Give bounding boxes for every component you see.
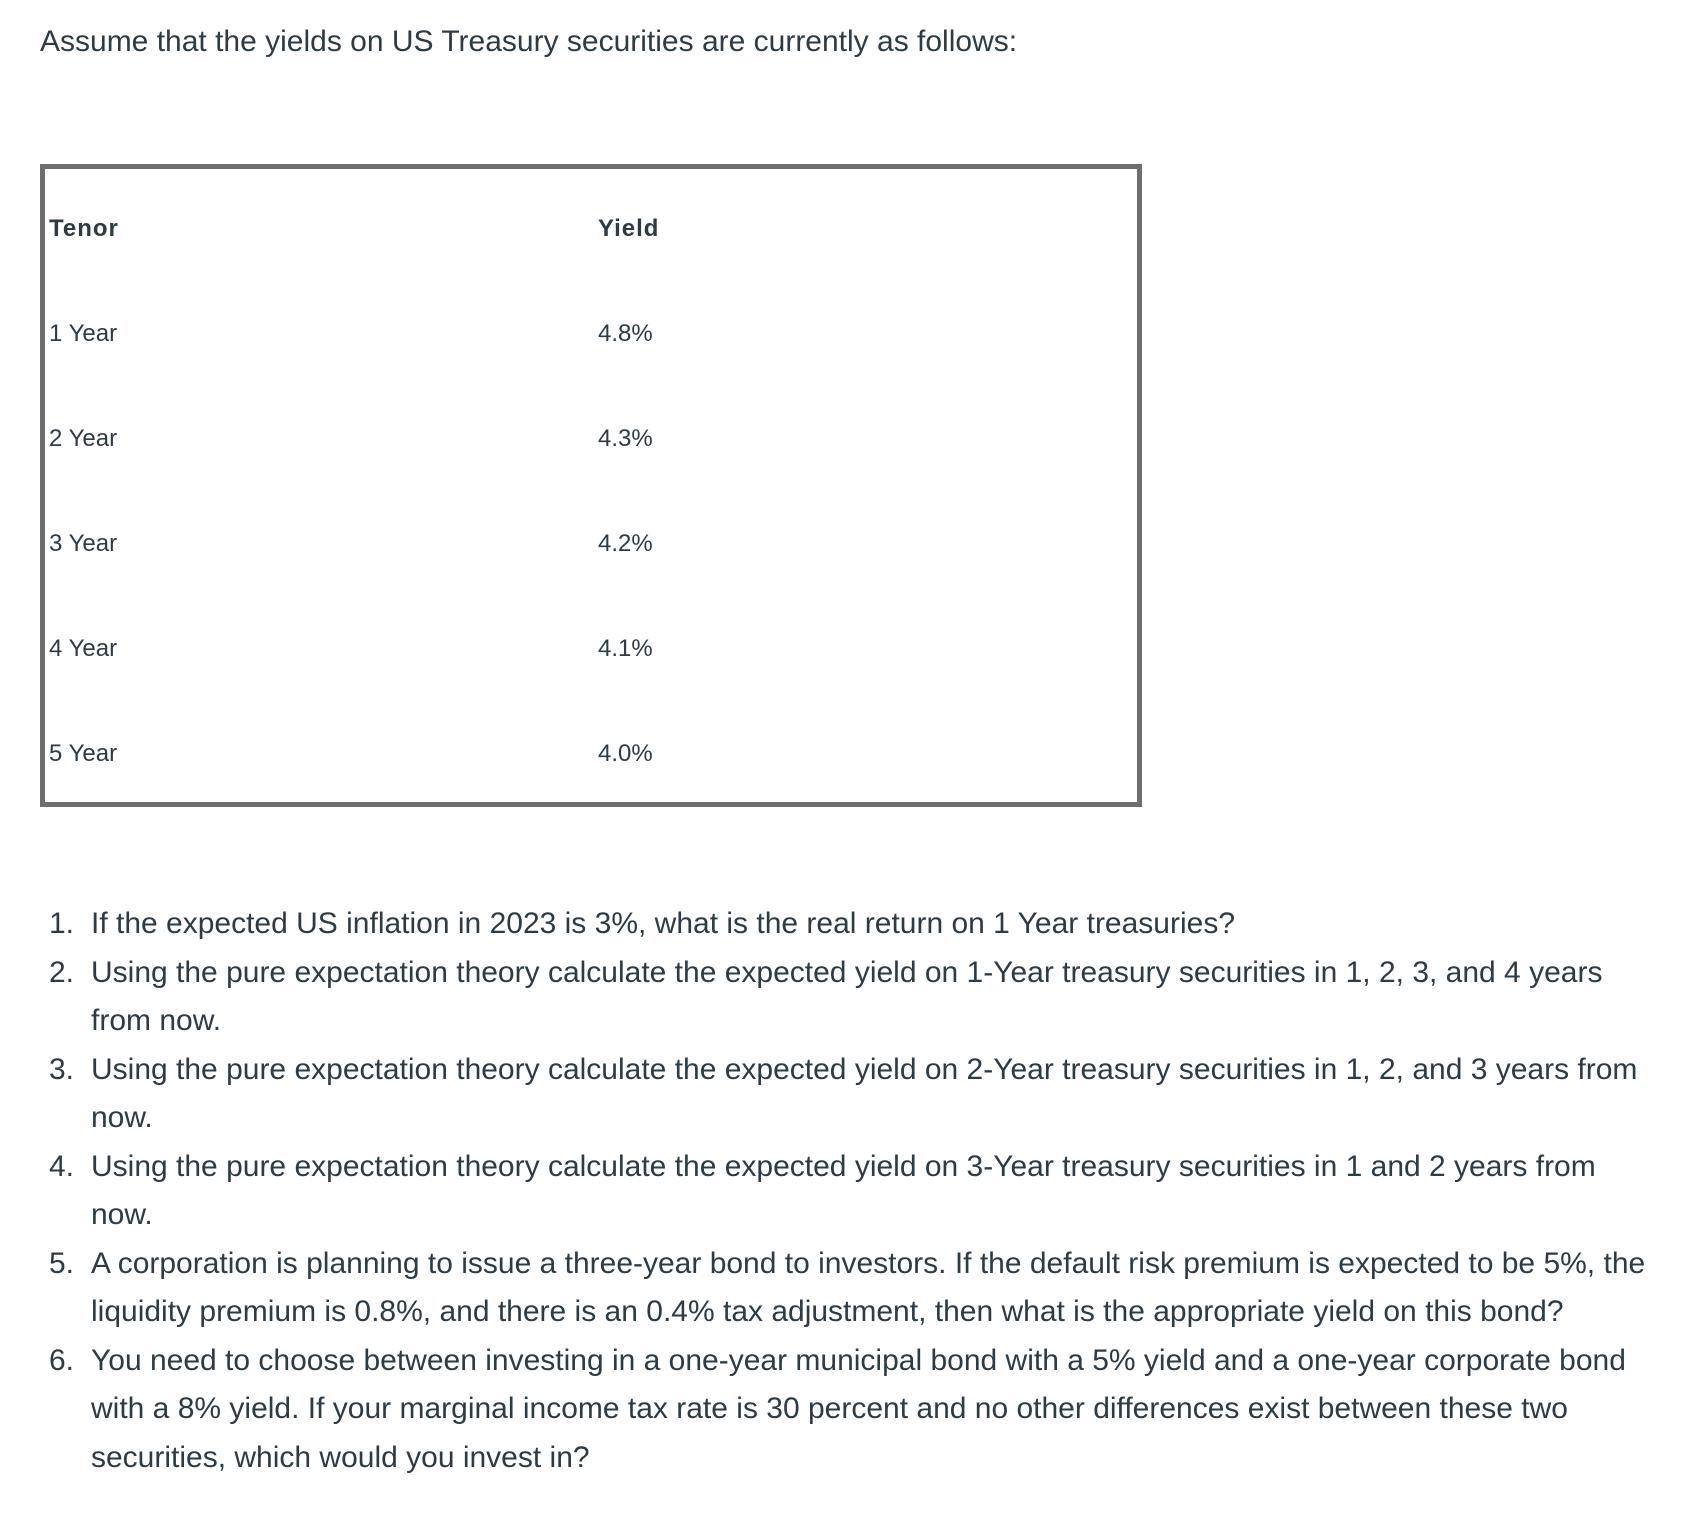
question-number: 6. (48, 1343, 74, 1377)
table-row (45, 419, 1137, 459)
header-tenor: Tenor (49, 215, 119, 242)
intro-text: Assume that the yields on US Treasury securities are currently as follows: (40, 25, 1018, 58)
list-item (0, 1240, 1687, 1337)
tenor-cell: 2 Year (49, 425, 118, 452)
yield-cell: 4.3% (598, 425, 653, 452)
question-text: Using the pure expectation theory calculate the expected yield on 1-Year treasury securities in 1, 2, 3, and 4 years from now. (91, 955, 1603, 1037)
question-text: You need to choose between investing in a one-year municipal bond with a 5% yield and a one-year corporate bond with a 8% yield. If your marginal income tax rate is 30 percent and no other differences exist between these two securities, which would you invest in? (91, 1343, 1626, 1474)
yield-cell: 4.8% (598, 320, 653, 347)
table-header-row (45, 209, 1137, 249)
table-row (45, 314, 1137, 354)
list-item (0, 1337, 1687, 1483)
list-item (0, 900, 1687, 949)
tenor-cell: 5 Year (49, 740, 118, 767)
yield-cell: 4.0% (598, 740, 653, 767)
question-number: 1. (48, 907, 74, 940)
yield-cell: 4.2% (598, 530, 653, 557)
table-row (45, 629, 1137, 669)
tenor-cell: 1 Year (49, 320, 118, 347)
question-number: 5. (48, 1246, 74, 1280)
yield-table (40, 164, 1142, 807)
header-yield: Yield (598, 215, 660, 242)
question-text: A corporation is planning to issue a three-year bond to investors. If the default risk premium is expected to be 5%, the liquidity premium is 0.8%, and there is an 0.4% tax adjustment, then what is the appropriate yield on this bond? (91, 1246, 1646, 1328)
question-text: Using the pure expectation theory calculate the expected yield on 3-Year treasury securities in 1 and 2 years from now. (91, 1149, 1596, 1231)
table-row (45, 734, 1137, 774)
question-text: If the expected US inflation in 2023 is 3%, what is the real return on 1 Year treasuries? (91, 907, 1236, 940)
list-item (0, 949, 1687, 1046)
table-row (45, 524, 1137, 564)
list-item (0, 1046, 1687, 1143)
tenor-cell: 3 Year (49, 530, 118, 557)
list-item (0, 1143, 1687, 1240)
yield-cell: 4.1% (598, 635, 653, 662)
question-number: 2. (48, 955, 74, 989)
tenor-cell: 4 Year (49, 635, 118, 662)
question-list (0, 900, 1687, 1482)
question-text: Using the pure expectation theory calculate the expected yield on 2-Year treasury securities in 1, 2, and 3 years from now. (91, 1052, 1638, 1134)
question-number: 3. (48, 1052, 74, 1086)
question-number: 4. (48, 1149, 74, 1183)
